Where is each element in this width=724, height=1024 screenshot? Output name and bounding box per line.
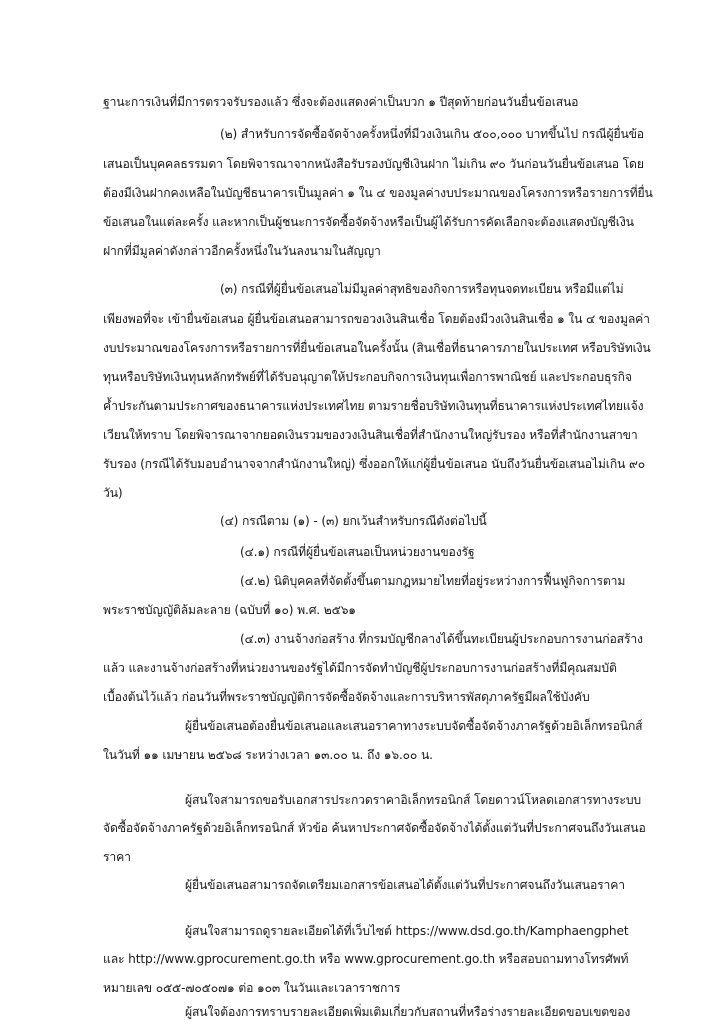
text-line: (๔.๓) งานจ้างก่อสร้าง ที่กรมบัญชีกลางได้ขึ้นทะเบียนผู้ประกอบการงานก่อสร้าง	[240, 632, 643, 646]
text-line: เพียงพอที่จะ เข้ายื่นข้อเสนอ ผู้ยื่นข้อเสนอสามารถขอวงเงินสินเชื่อ โดยต้องมีวงเงินสินเชื่อ ๑ ใน ๔ ของมูลค่า	[103, 312, 650, 326]
text-line: วัน)	[103, 486, 123, 500]
text-line: ทุนหรือบริษัทเงินทุนหลักทรัพย์ที่ได้รับอนุญาตให้ประกอบกิจการเงินทุนเพื่อการพาณิชย์ และประกอบธุรกิจ	[103, 370, 632, 384]
text-line: (๓) กรณีที่ผู้ยื่นข้อเสนอไม่มีมูลค่าสุทธิของกิจการหรือทุนจดทะเบียน หรือมีแต่ไม่	[220, 282, 624, 296]
text-line: ผู้สนใจสามารถขอรับเอกสารประกวดราคาอิเล็กทรอนิกส์ โดยดาวน์โหลดเอกสารทางระบบ	[185, 793, 642, 807]
text-line: ข้อเสนอในแต่ละครั้ง และหากเป็นผู้ชนะการจัดซื้อจัดจ้างหรือเป็นผู้ได้รับการคัดเลือกจะต้องแสดงบัญชีเงิน	[103, 215, 634, 229]
text-line: เวียนให้ทราบ โดยพิจารณาจากยอดเงินรวมของวงเงินสินเชื่อที่สำนักงานใหญ่รับรอง หรือที่สำนักงานสาขา	[103, 428, 638, 442]
text-line: ค้ำประกันตามประกาศของธนาคารแห่งประเทศไทย ตามรายชื่อบริษัทเงินทุนที่ธนาคารแห่งประเทศไทยแจ้ง	[103, 399, 644, 413]
text-line: (๔) กรณีตาม (๑) - (๓) ยกเว้นสำหรับกรณีดังต่อไปนี้	[220, 514, 487, 528]
text-line: ในวันที่ ๑๑ เมษายน ๒๕๖๘ ระหว่างเวลา ๑๓.๐๐ น. ถึง ๑๖.๐๐ น.	[103, 748, 433, 762]
text-line: (๔.๒) นิติบุคคลที่จัดตั้งขึ้นตามกฎหมายไทยที่อยู่ระหว่างการฟื้นฟูกิจการตาม	[240, 574, 626, 588]
text-line: แล้ว และงานจ้างก่อสร้างที่หน่วยงานของรัฐได้มีการจัดทำบัญชีผู้ประกอบการงานก่อสร้างที่มีคุณสมบัติ	[103, 661, 617, 675]
text-line: หมายเลข ๐๕๕-๗๐๕๐๗๑ ต่อ ๑๐๓ ในวันและเวลาราชการ	[103, 981, 401, 995]
text-line: พระราชบัญญัติล้มละลาย (ฉบับที่ ๑๐) พ.ศ. ๒๕๖๑	[103, 603, 356, 617]
text-line: และ http://www.gprocurement.go.th หรือ www.gprocurement.go.th หรือสอบถามทางโทรศัพท์	[103, 952, 629, 966]
text-line: ราคา	[103, 850, 131, 864]
text-line: ฝากที่มีมูลค่าดังกล่าวอีกครั้งหนึ่งในวันลงนามในสัญญา	[103, 244, 381, 258]
text-line: ผู้ยื่นข้อเสนอสามารถจัดเตรียมเอกสารข้อเสนอได้ตั้งแต่วันที่ประกาศจนถึงวันเสนอราคา	[185, 878, 625, 892]
text-line: ผู้สนใจสามารถดูรายละเอียดได้ที่เว็บไซต์ https://www.dsd.go.th/Kamphaengphet	[185, 924, 629, 938]
text-line: ฐานะการเงินที่มีการตรวจรับรองแล้ว ซึ่งจะต้องแสดงค่าเป็นบวก ๑ ปีสุดท้ายก่อนวันยื่นข้อเสนอ	[103, 95, 579, 109]
text-line: ผู้สนใจต้องการทราบรายละเอียดเพิ่มเติมเกี่ยวกับสถานที่หรือร่างรายละเอียดขอบเขตของ	[185, 1005, 631, 1019]
text-line: เสนอเป็นบุคคลธรรมดา โดยพิจารณาจากหนังสือรับรองบัญชีเงินฝาก ไม่เกิน ๙๐ วันก่อนวันยื่นข้อเสนอ โดย	[103, 157, 644, 171]
text-line: ผู้ยื่นข้อเสนอต้องยื่นข้อเสนอและเสนอราคาทางระบบจัดซื้อจัดจ้างภาครัฐด้วยอิเล็กทรอนิกส์	[185, 719, 643, 733]
text-line: รับรอง (กรณีได้รับมอบอำนาจจากสำนักงานใหญ่) ซึ่งออกให้แก่ผู้ยื่นข้อเสนอ นับถึงวันยื่นข้อเสนอไม่เกิน ๙๐	[103, 457, 646, 471]
text-line: เบื้องต้นไว้แล้ว ก่อนวันที่พระราชบัญญัติการจัดซื้อจัดจ้างและการบริหารพัสดุภาครัฐมีผลใช้บังคับ	[103, 690, 590, 704]
text-line: งบประมาณของโครงการหรือรายการที่ยื่นข้อเสนอในครั้งนั้น (สินเชื่อที่ธนาคารภายในประเทศ หรือบริษัทเงิน	[103, 341, 651, 355]
text-line: (๔.๑) กรณีที่ผู้ยื่นข้อเสนอเป็นหน่วยงานของรัฐ	[240, 545, 475, 559]
text-line: จัดซื้อจัดจ้างภาครัฐด้วยอิเล็กทรอนิกส์ หัวข้อ ค้นหาประกาศจัดซื้อจัดจ้างได้ตั้งแต่วันที่ประกาศจนถึงวันเสนอ	[103, 821, 646, 835]
text-line: ต้องมีเงินฝากคงเหลือในบัญชีธนาคารเป็นมูลค่า ๑ ใน ๔ ของมูลค่างบประมาณของโครงการหรือรายการที่ยื่น	[103, 186, 653, 200]
text-line: (๒) สำหรับการจัดซื้อจัดจ้างครั้งหนึ่งที่มีวงเงินเกิน ๕๐๐,๐๐๐ บาทขึ้นไป กรณีผู้ยื่นข้อ	[220, 127, 644, 141]
